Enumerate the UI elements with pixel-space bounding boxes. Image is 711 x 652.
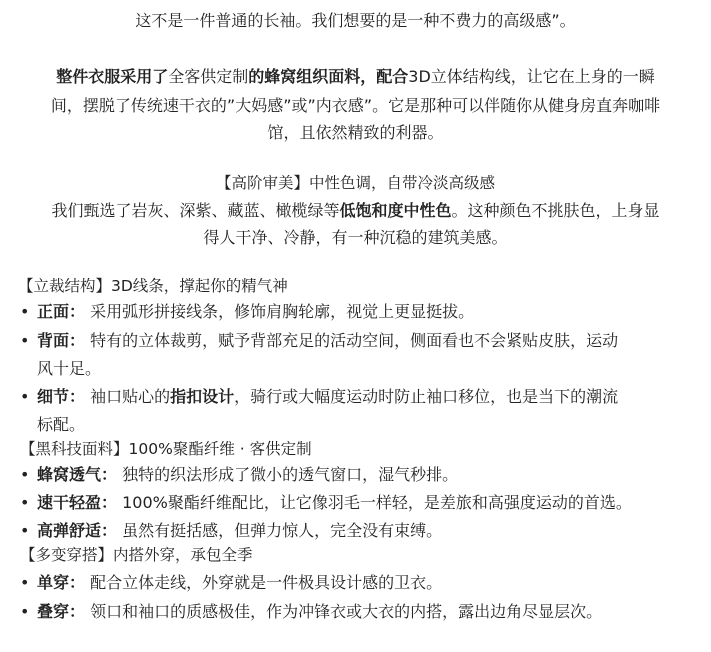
bullet-icon: • xyxy=(20,493,30,512)
item-label: 蜂窝透气： xyxy=(37,465,118,484)
text: 。这种颜色不挑肤色，上身显 xyxy=(451,201,660,220)
item-text: 风十足。 xyxy=(37,359,102,378)
text: 3D立体结构线，让它在上身的一瞬 xyxy=(408,67,655,86)
bullet-icon: • xyxy=(20,465,30,484)
item-text: 虽然有挺括感，但弹力惊人，完全没有束缚。 xyxy=(122,521,443,540)
bullet-icon: • xyxy=(20,331,30,350)
fabric-intro-line-3: 馆，且依然精致的利器。 xyxy=(267,123,444,142)
item-text: 领口和袖口的质感极佳，作为冲锋衣或大衣的内搭，露出边角尽显层次。 xyxy=(90,602,603,621)
item-label: 背面： xyxy=(37,331,86,350)
aesthetic-line-2: 得人干净、冷静，有一种沉稳的建筑美感。 xyxy=(203,228,508,247)
bold-text: 的蜂窝组织面料，配合 xyxy=(248,67,409,86)
item-label: 速干轻盈： xyxy=(37,493,118,512)
text: 我们甄选了岩灰、深紫、藏蓝、橄榄绿等 xyxy=(51,201,340,220)
item-text: 独特的织法形成了微小的透气窗口，湿气秒排。 xyxy=(122,465,459,484)
bold-text: 低饱和度中性色 xyxy=(339,201,452,220)
aesthetic-heading: 【高阶审美】中性色调，自带冷淡高级感 xyxy=(215,174,495,192)
fabric-heading: 【黑科技面料】100%聚酯纤维 · 客供定制 xyxy=(20,440,312,458)
fabric-intro-line-2: 间，摆脱了传统速干衣的”大妈感”或”内衣感”。它是那种可以伴随你从健身房直奔咖啡 xyxy=(50,96,661,115)
item-label: 单穿： xyxy=(37,573,86,592)
bold-text: 整件衣服采用了 xyxy=(56,67,169,86)
item-text: 采用弧形拼接线条，修饰肩胸轮廓，视觉上更显挺拔。 xyxy=(90,302,475,321)
item-label: 细节： xyxy=(37,387,86,406)
bold-text: 指扣设计 xyxy=(170,387,235,406)
item-text: 袖口贴心的 xyxy=(90,387,171,406)
bullet-icon: • xyxy=(20,602,30,621)
intro-line: 这不是一件普通的长袖。我们想要的是一种不费力的高级感”。 xyxy=(135,11,576,30)
bullet-icon: • xyxy=(20,302,30,321)
item-text: 100%聚酯纤维配比，让它像羽毛一样轻，是差旅和高强度运动的首选。 xyxy=(122,493,632,512)
text: 全客供定制 xyxy=(168,67,249,86)
item-label: 正面： xyxy=(37,302,86,321)
styling-heading: 【多变穿搭】内搭外穿，承包全季 xyxy=(20,546,253,564)
item-label: 高弹舒适： xyxy=(37,521,118,540)
structure-heading: 【立裁结构】3D线条，撑起你的精气神 xyxy=(18,277,288,295)
bullet-icon: • xyxy=(20,387,30,406)
item-text: 标配。 xyxy=(37,415,86,434)
bullet-icon: • xyxy=(20,521,30,540)
item-text: 配合立体走线，外穿就是一件极具设计感的卫衣。 xyxy=(90,573,443,592)
item-label: 叠穿： xyxy=(37,602,86,621)
aesthetic-line-1 xyxy=(0,198,711,224)
item-text: 特有的立体裁剪，赋予背部充足的活动空间，侧面看也不会紧贴皮肤，运动 xyxy=(90,331,619,350)
fabric-intro-line-1 xyxy=(0,64,711,90)
bullet-icon: • xyxy=(20,573,30,592)
item-text: ，骑行或大幅度运动时防止袖口移位，也是当下的潮流 xyxy=(234,387,619,406)
